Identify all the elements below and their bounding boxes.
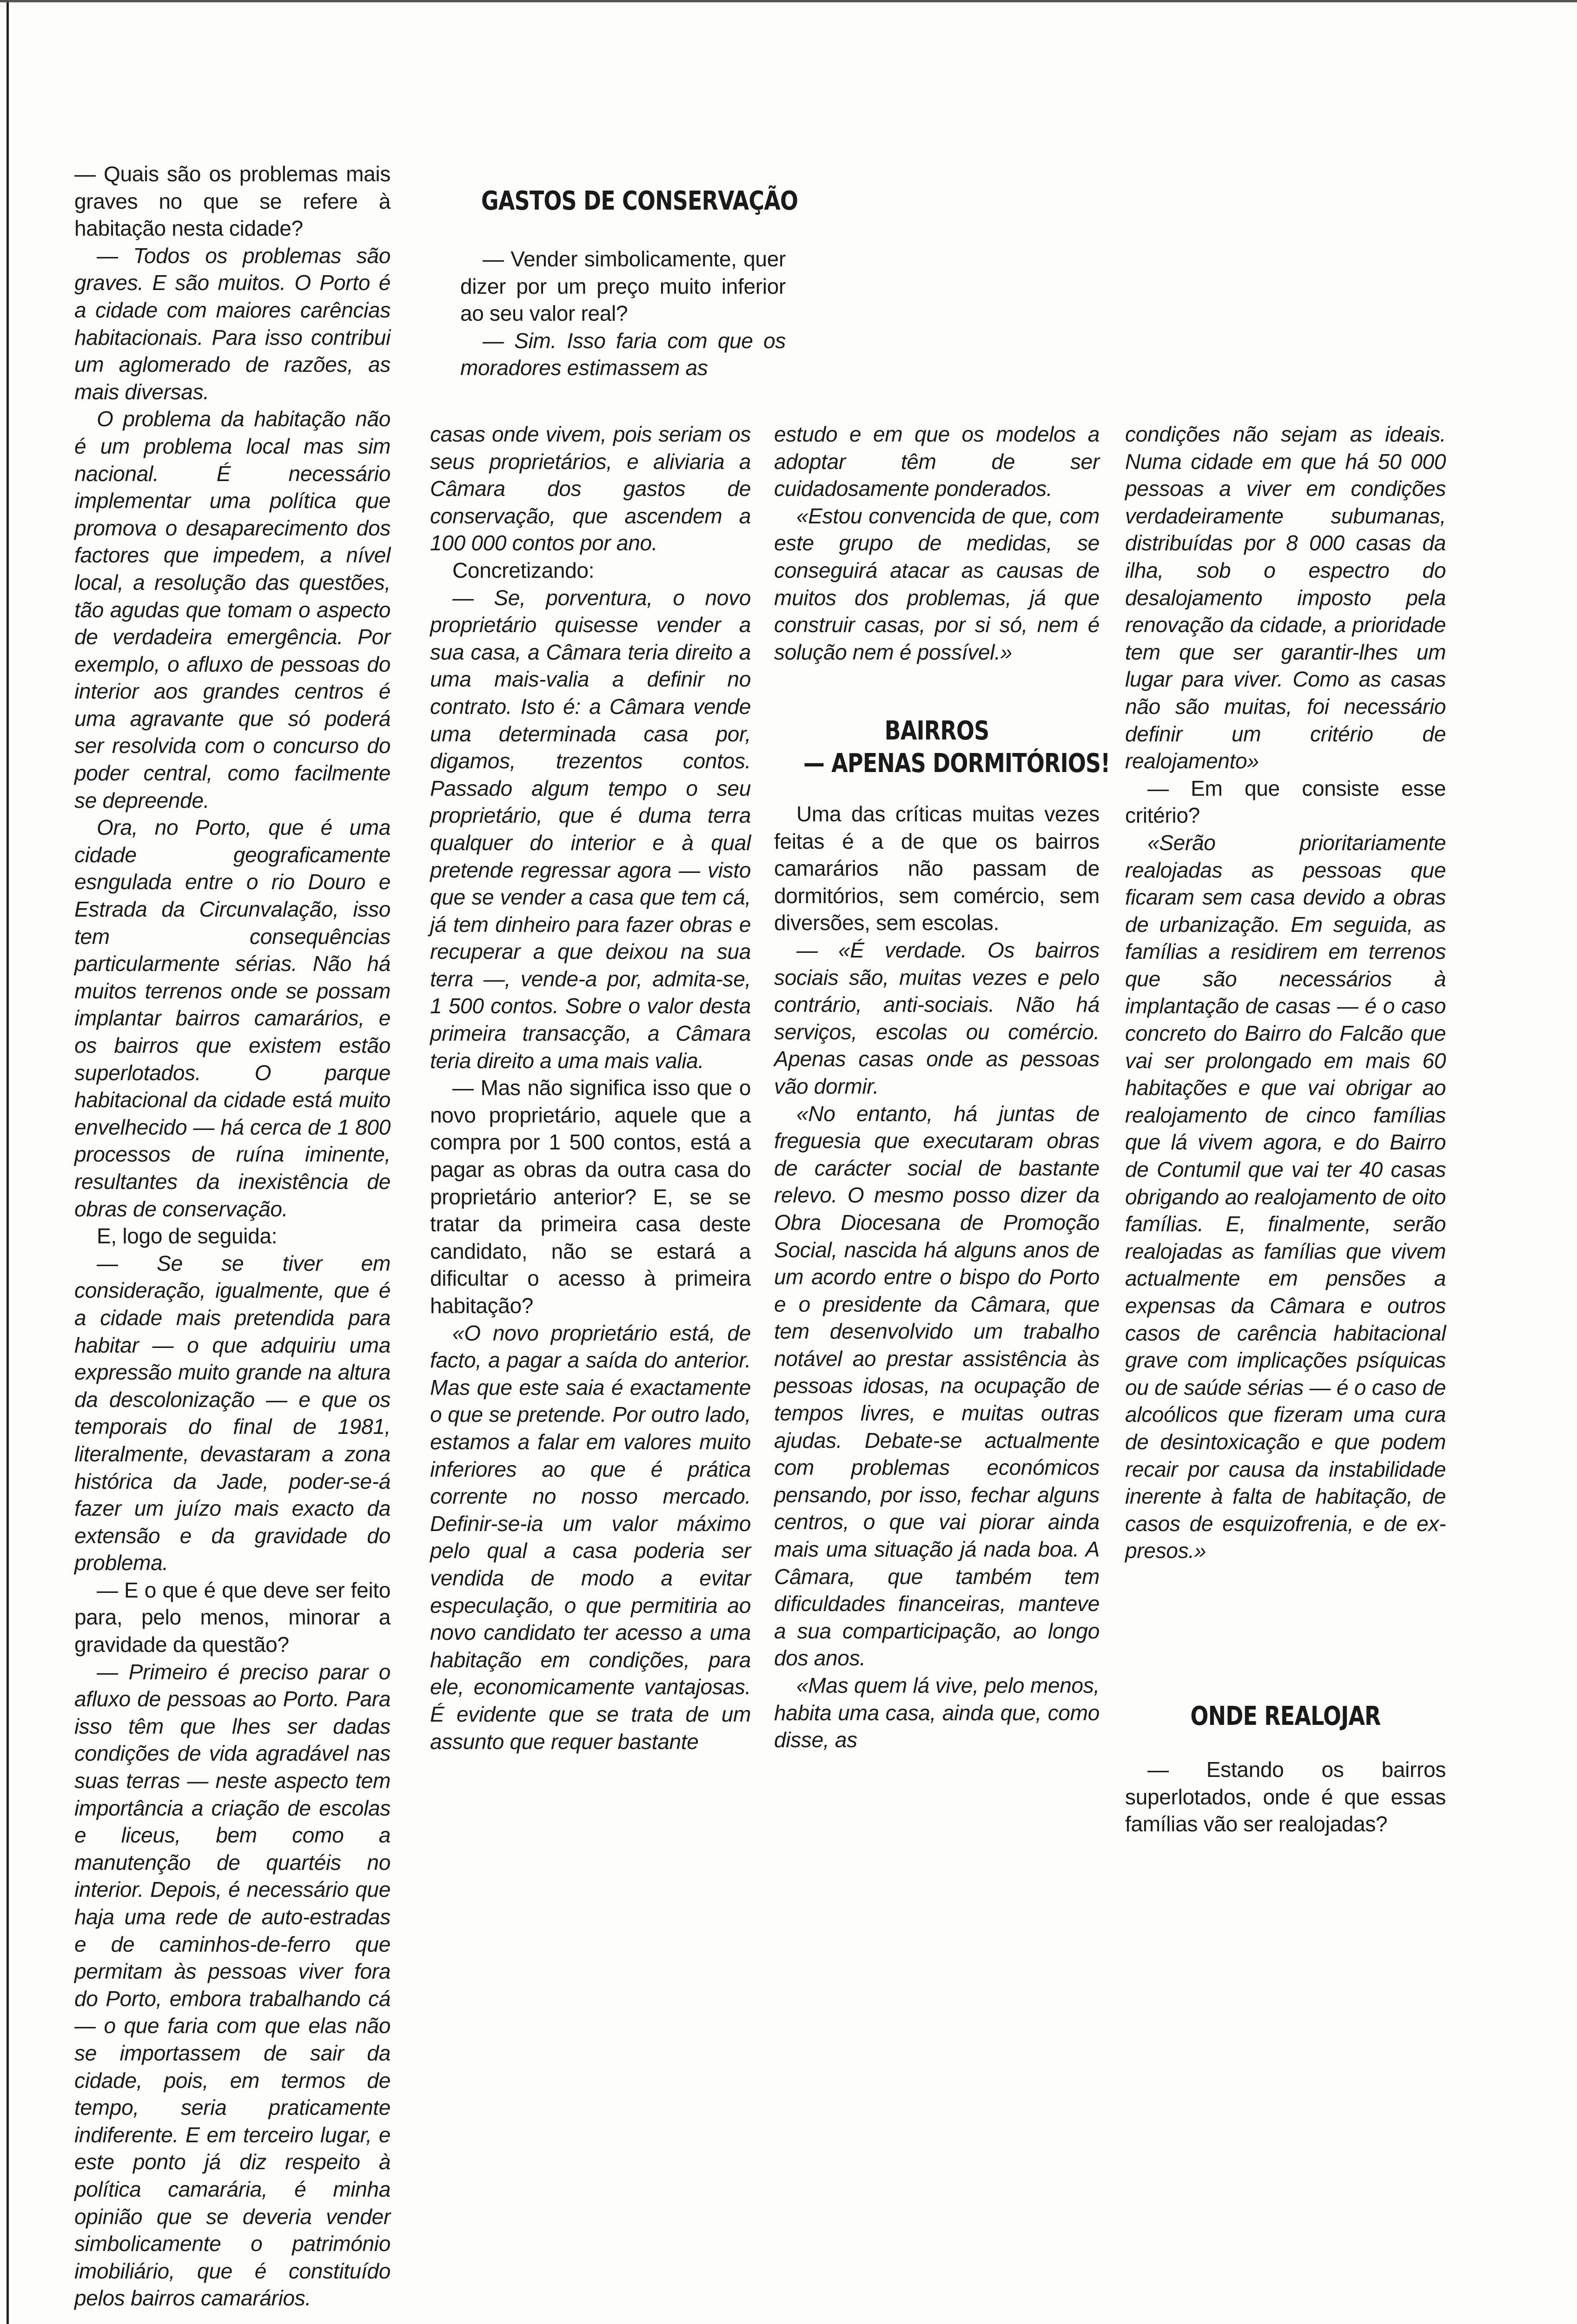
column-4-text <box>1125 421 1446 1565</box>
paragraph: — Todos os problemas são graves. E são muitos. O Porto é a cidade com maiores carências habitacionais. Para isso contribui um aglomerado de razões, as mais diversas. <box>74 243 391 404</box>
paragraph: «Mas quem lá vive, pelo menos, habita uma casa, ainda que, como disse, as <box>774 1673 1100 1752</box>
paragraph: Concretizando: <box>452 558 595 582</box>
paragraph: O problema da habitação não é um problema local mas sim nacional. É necessário implementar uma política que promova o desaparecimento dos factores que impedem, a nível local, a resolução das questões, tão agudas que tomam o aspecto de verdadeira emergência. Por exemplo, o afluxo de pessoas do interior aos grandes centros é uma agravante que só poderá ser resolvida com o concurso do poder central, como facilmente se depreende. <box>74 407 391 812</box>
paragraph: estudo e em que os modelos a adoptar têm de ser cuidadosamente ponderados. <box>774 422 1100 501</box>
column-3-text <box>774 421 1100 666</box>
paragraph: Uma das críticas muitas vezes feitas é a de que os bairros camarários não passam de dormitórios, sem comércio, sem diversões, sem escolas. <box>774 802 1100 935</box>
column-2-text <box>430 421 751 1755</box>
paragraph: — Sim. Isso faria com que os moradores estimassem as <box>460 328 786 380</box>
paragraph: casas onde vivem, pois seriam os seus proprietários, e aliviaria a Câmara dos gastos de conservação, que ascendem a 100 000 contos por ano. <box>430 422 751 555</box>
paragraph: — Em que consiste esse critério? <box>1125 776 1446 828</box>
paragraph: — Quais são os problemas mais graves no que se refere à habitação nesta cidade? <box>74 162 391 241</box>
gastos-intro-text <box>460 245 786 382</box>
paragraph: condições não sejam as ideais. Numa cidade em que há 50 000 pessoas a viver em condições verdadeiramente subumanas, distribuídas por 8 000 casas da ilha, sob o espectro do desalojamento imposto pela renovação da cidade, a prioridade tem que ser garantir-lhes um lugar para viver. Como as casas não são muitas, foi necessário definir um critério de realojamento» <box>1125 422 1446 773</box>
paragraph: — Estando os bairros superlotados, onde é que essas famílias vão ser realojadas? <box>1125 1757 1446 1836</box>
paragraph: — Primeiro é preciso parar o afluxo de pessoas ao Porto. Para isso têm que lhes ser dadas condições de vida agradável nas suas terras — neste aspecto tem importância a criação de escolas e liceus, bem como a manutenção de quartéis no interior. Depois, é necessário que haja uma rede de auto-estradas e de caminhos-de-ferro que permitam às pessoas viver fora do Porto, embora trabalhando cá — o que faria com que elas não se importassem de sair da cidade, pois, em termos de tempo, seria praticamente indiferente. E em terceiro lugar, e este ponto já diz respeito à política camarária, é minha opinião que se deveria vender simbolicamente o património imobiliário, que é constituído pelos bairros camarários. <box>74 1659 391 2311</box>
page-edge-left <box>7 0 9 2324</box>
heading-apenas-dormitorios: — APENAS DORMITÓRIOS! <box>803 748 1110 779</box>
paragraph: — Vender simbolicamente, quer dizer por um preço muito inferior ao seu valor real? <box>460 247 786 326</box>
paragraph: — Se se tiver em consideração, igualmente, que é a cidade mais pretendida para habitar — o que adquiriu uma expressão muito grande na altura da descolonização — e que os temporais do final de 1981, literalmente, devastaram a zona histórica da Jade, poder-se-á fazer um juízo mais exacto da extensão e da gravidade do problema. <box>74 1251 391 1575</box>
paragraph: «No entanto, há juntas de freguesia que executaram obras de carácter social de bastante relevo. O mesmo posso dizer da Obra Diocesana de Promoção Social, nascida há alguns anos de um acordo entre o bispo do Porto e o presidente da Câmara, que tem desenvolvido um trabalho notável ao prestar assistência às pessoas idosas, na ocupação de tempos livres, e muitas outras ajudas. Debate-se actualmente com problemas económicos pensando, por isso, fechar alguns centros, o que vai piorar ainda mais uma situação já nada boa. A Câmara, que também tem dificuldades financeiras, manteve a sua comparticipação, ao longo dos anos. <box>774 1101 1100 1670</box>
realojar-text <box>1125 1756 1446 1838</box>
paragraph: «Estou convencida de que, com este grupo de medidas, se conseguirá atacar as causas de muitos dos problemas, já que construir casas, por si só, nem é solução nem é possível.» <box>774 503 1100 664</box>
paragraph: «Serão prioritariamente realojadas as pessoas que ficaram sem casa devido a obras de urbanização. Em seguida, as famílias a residirem em terrenos que são necessários à implantação de casas — é o caso concreto do Bairro do Falcão que vai ser prolongado em mais 60 habitações e que vai obrigar ao realojamento de cinco famílias que lá vivem agora, e do Bairro de Contumil que vai ter 40 casas obrigando ao realojamento de oito famílias. E, finalmente, serão realojadas as famílias que vivem actualmente em pensões a expensas da Câmara e outros casos de carência habitacional grave com implicações psíquicas ou de saúde sérias — é o caso de alcoólicos que fizeram uma cura de desintoxicação e que podem recair por causa da instabilidade inerente à falta de habitação, de casos de esquizofrenia, e de ex-presos.» <box>1125 830 1446 1563</box>
bairros-text <box>774 800 1100 1754</box>
paragraph: — «É verdade. Os bairros sociais são, muitas vezes e pelo contrário, anti-sociais. Não há serviços, escolas ou comércio. Apenas casas onde as pessoas vão dormir. <box>774 938 1100 1098</box>
paragraph: — Se, porventura, o novo proprietário quisesse vender a sua casa, a Câmara teria direito a uma mais-valia a definir no contrato. Isto é: a Câmara vende uma determinada casa por, digamos, trezentos contos. Passado algum tempo o seu proprietário, que é duma terra qualquer do interior e à qual pretende regressar agora — visto que se vender a casa que tem cá, já tem dinheiro para fazer obras e recuperar a que deixou na sua terra —, vende-a por, admita-se, 1 500 contos. Sobre o valor desta primeira transacção, a Câmara teria direito a uma mais valia. <box>430 585 751 1073</box>
column-1-text <box>74 160 391 2312</box>
page-edge-top <box>0 0 1577 2</box>
heading-bairros: BAIRROS <box>884 716 989 746</box>
paragraph: «O novo proprietário está, de facto, a pagar a saída do anterior. Mas que este saia é exactamente o que se pretende. Por outro lado, estamos a falar em valores muito inferiores ao que é prática corrente no nosso mercado. Definir-se-ia um valor máximo pelo qual a casa poderia ser vendida de modo a evitar especulação, o que permitiria ao novo candidato ter acesso a uma habitação em condições, para ele, economicamente vantajosas. É evidente que se trata de um assunto que requer bastante <box>430 1320 751 1754</box>
paragraph: E, logo de seguida: <box>97 1224 278 1248</box>
heading-onde-realojar: ONDE REALOJAR <box>1190 1701 1381 1731</box>
paragraph: — E o que é que deve ser feito para, pelo menos, minorar a gravidade da questão? <box>74 1578 391 1657</box>
paragraph: — Mas não significa isso que o novo proprietário, aquele que a compra por 1 500 contos, está a pagar as obras da outra casa do proprietário anterior? E, se se tratar da primeira casa deste candidato, não se estará a dificultar o acesso à primeira habitação? <box>430 1076 751 1318</box>
paragraph: Ora, no Porto, que é uma cidade geograficamente esngulada entre o rio Douro e Estrada da Circunvalação, isso tem consequências particularmente sérias. Não há muitos terrenos onde se possam implantar bairros camarários, e os bairros que existem estão superlotados. O parque habitacional da cidade está muito envelhecido — há cerca de 1 800 processos de ruína iminente, resultantes da inexistência de obras de conservação. <box>74 815 391 1221</box>
heading-gastos-de-conservacao: GASTOS DE CONSERVAÇÃO <box>481 186 798 216</box>
